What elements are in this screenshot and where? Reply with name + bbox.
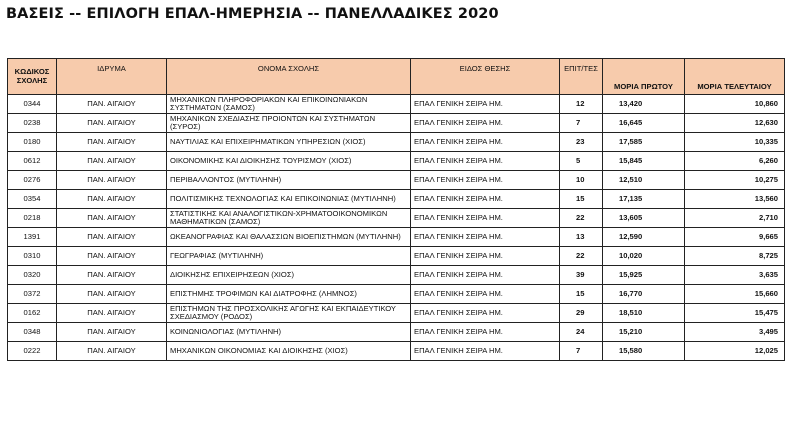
cell-last-score: 10,275	[685, 171, 785, 190]
cell-last-score: 10,860	[685, 95, 785, 114]
cell-type: ΕΠΑΛ ΓΕΝΙΚΗ ΣΕΙΡΑ ΗΜ.	[411, 209, 560, 228]
header-last: ΜΟΡΙΑ ΤΕΛΕΥΤΑΙΟΥ	[685, 59, 785, 95]
cell-first-score: 16,770	[603, 285, 685, 304]
cell-first-score: 17,585	[603, 133, 685, 152]
cell-code: 0372	[8, 285, 57, 304]
cell-school: ΜΗΧΑΝΙΚΩΝ ΟΙΚΟΝΟΜΙΑΣ ΚΑΙ ΔΙΟΙΚΗΣΗΣ (ΧΙΟΣ)	[167, 342, 411, 361]
cell-school: ΠΕΡΙΒΑΛΛΟΝΤΟΣ (ΜΥΤΙΛΗΝΗ)	[167, 171, 411, 190]
cell-code: 0612	[8, 152, 57, 171]
cell-type: ΕΠΑΛ ΓΕΝΙΚΗ ΣΕΙΡΑ ΗΜ.	[411, 152, 560, 171]
cell-code: 0180	[8, 133, 57, 152]
cell-school: ΕΠΙΣΤΗΜΗΣ ΤΡΟΦΙΜΩΝ ΚΑΙ ΔΙΑΤΡΟΦΗΣ (ΛΗΜΝΟΣ)	[167, 285, 411, 304]
cell-seats: 24	[560, 323, 603, 342]
cell-code: 1391	[8, 228, 57, 247]
cell-seats: 15	[560, 190, 603, 209]
cell-type: ΕΠΑΛ ΓΕΝΙΚΗ ΣΕΙΡΑ ΗΜ.	[411, 304, 560, 323]
cell-last-score: 15,660	[685, 285, 785, 304]
cell-seats: 15	[560, 285, 603, 304]
cell-last-score: 9,665	[685, 228, 785, 247]
cell-institution: ΠΑΝ. ΑΙΓΑΙΟΥ	[57, 133, 167, 152]
cell-institution: ΠΑΝ. ΑΙΓΑΙΟΥ	[57, 190, 167, 209]
table-row	[8, 114, 785, 133]
cell-code: 0218	[8, 209, 57, 228]
results-table	[7, 58, 785, 361]
cell-institution: ΠΑΝ. ΑΙΓΑΙΟΥ	[57, 171, 167, 190]
cell-institution: ΠΑΝ. ΑΙΓΑΙΟΥ	[57, 152, 167, 171]
table-row	[8, 266, 785, 285]
cell-institution: ΠΑΝ. ΑΙΓΑΙΟΥ	[57, 304, 167, 323]
cell-code: 0222	[8, 342, 57, 361]
cell-institution: ΠΑΝ. ΑΙΓΑΙΟΥ	[57, 228, 167, 247]
cell-last-score: 3,635	[685, 266, 785, 285]
cell-school: ΓΕΩΓΡΑΦΙΑΣ (ΜΥΤΙΛΗΝΗ)	[167, 247, 411, 266]
cell-code: 0162	[8, 304, 57, 323]
cell-institution: ΠΑΝ. ΑΙΓΑΙΟΥ	[57, 323, 167, 342]
cell-first-score: 13,605	[603, 209, 685, 228]
cell-first-score: 15,845	[603, 152, 685, 171]
cell-type: ΕΠΑΛ ΓΕΝΙΚΗ ΣΕΙΡΑ ΗΜ.	[411, 323, 560, 342]
cell-first-score: 13,420	[603, 95, 685, 114]
cell-first-score: 17,135	[603, 190, 685, 209]
cell-last-score: 12,630	[685, 114, 785, 133]
table-row	[8, 209, 785, 228]
cell-code: 0354	[8, 190, 57, 209]
table-header-row	[8, 59, 785, 95]
cell-code: 0344	[8, 95, 57, 114]
cell-code: 0310	[8, 247, 57, 266]
cell-seats: 29	[560, 304, 603, 323]
cell-last-score: 15,475	[685, 304, 785, 323]
cell-first-score: 16,645	[603, 114, 685, 133]
cell-type: ΕΠΑΛ ΓΕΝΙΚΗ ΣΕΙΡΑ ΗΜ.	[411, 247, 560, 266]
cell-code: 0238	[8, 114, 57, 133]
cell-type: ΕΠΑΛ ΓΕΝΙΚΗ ΣΕΙΡΑ ΗΜ.	[411, 285, 560, 304]
cell-seats: 22	[560, 209, 603, 228]
cell-last-score: 6,260	[685, 152, 785, 171]
cell-institution: ΠΑΝ. ΑΙΓΑΙΟΥ	[57, 285, 167, 304]
cell-institution: ΠΑΝ. ΑΙΓΑΙΟΥ	[57, 247, 167, 266]
cell-first-score: 10,020	[603, 247, 685, 266]
page-title: ΒΑΣΕΙΣ -- ΕΠΙΛΟΓΗ ΕΠΑΛ-ΗΜΕΡΗΣΙΑ -- ΠΑΝΕΛΛΑΔΙΚΕΣ 2020	[6, 6, 499, 22]
table-row	[8, 171, 785, 190]
table-body	[8, 95, 785, 361]
table-row	[8, 285, 785, 304]
cell-first-score: 18,510	[603, 304, 685, 323]
header-school: ΟΝΟΜΑ ΣΧΟΛΗΣ	[167, 59, 411, 95]
cell-last-score: 8,725	[685, 247, 785, 266]
cell-code: 0320	[8, 266, 57, 285]
cell-seats: 10	[560, 171, 603, 190]
table-row	[8, 190, 785, 209]
table-row	[8, 342, 785, 361]
cell-institution: ΠΑΝ. ΑΙΓΑΙΟΥ	[57, 114, 167, 133]
cell-last-score: 3,495	[685, 323, 785, 342]
cell-school: ΝΑΥΤΙΛΙΑΣ ΚΑΙ ΕΠΙΧΕΙΡΗΜΑΤΙΚΩΝ ΥΠΗΡΕΣΙΩΝ (ΧΙΟΣ)	[167, 133, 411, 152]
cell-school: ΩΚΕΑΝΟΓΡΑΦΙΑΣ ΚΑΙ ΘΑΛΑΣΣΙΩΝ ΒΙΟΕΠΙΣΤΗΜΩΝ (ΜΥΤΙΛΗΝΗ)	[167, 228, 411, 247]
cell-school: ΣΤΑΤΙΣΤΙΚΗΣ ΚΑΙ ΑΝΑΛΟΓΙΣΤΙΚΩΝ-ΧΡΗΜΑΤΟΟΙΚΟΝΟΜΙΚΩΝ ΜΑΘΗΜΑΤΙΚΩΝ (ΣΑΜΟΣ)	[167, 209, 411, 228]
table-row	[8, 228, 785, 247]
cell-first-score: 15,925	[603, 266, 685, 285]
cell-seats: 39	[560, 266, 603, 285]
cell-last-score: 10,335	[685, 133, 785, 152]
cell-first-score: 15,210	[603, 323, 685, 342]
cell-type: ΕΠΑΛ ΓΕΝΙΚΗ ΣΕΙΡΑ ΗΜ.	[411, 114, 560, 133]
cell-institution: ΠΑΝ. ΑΙΓΑΙΟΥ	[57, 342, 167, 361]
cell-school: ΔΙΟΙΚΗΣΗΣ ΕΠΙΧΕΙΡΗΣΕΩΝ (ΧΙΟΣ)	[167, 266, 411, 285]
cell-last-score: 2,710	[685, 209, 785, 228]
cell-school: ΜΗΧΑΝΙΚΩΝ ΠΛΗΡΟΦΟΡΙΑΚΩΝ ΚΑΙ ΕΠΙΚΟΙΝΩΝΙΑΚΩΝ ΣΥΣΤΗΜΑΤΩΝ (ΣΑΜΟΣ)	[167, 95, 411, 114]
cell-first-score: 12,510	[603, 171, 685, 190]
cell-institution: ΠΑΝ. ΑΙΓΑΙΟΥ	[57, 209, 167, 228]
cell-institution: ΠΑΝ. ΑΙΓΑΙΟΥ	[57, 95, 167, 114]
cell-institution: ΠΑΝ. ΑΙΓΑΙΟΥ	[57, 266, 167, 285]
cell-seats: 23	[560, 133, 603, 152]
cell-type: ΕΠΑΛ ΓΕΝΙΚΗ ΣΕΙΡΑ ΗΜ.	[411, 342, 560, 361]
cell-last-score: 13,560	[685, 190, 785, 209]
cell-seats: 12	[560, 95, 603, 114]
cell-school: ΠΟΛΙΤΙΣΜΙΚΗΣ ΤΕΧΝΟΛΟΓΙΑΣ ΚΑΙ ΕΠΙΚΟΙΝΩΝΙΑΣ (ΜΥΤΙΛΗΝΗ)	[167, 190, 411, 209]
header-type: ΕΙΔΟΣ ΘΕΣΗΣ	[411, 59, 560, 95]
cell-code: 0276	[8, 171, 57, 190]
cell-seats: 13	[560, 228, 603, 247]
cell-seats: 7	[560, 342, 603, 361]
cell-last-score: 12,025	[685, 342, 785, 361]
header-first: ΜΟΡΙΑ ΠΡΩΤΟΥ	[603, 59, 685, 95]
cell-type: ΕΠΑΛ ΓΕΝΙΚΗ ΣΕΙΡΑ ΗΜ.	[411, 266, 560, 285]
table-row	[8, 247, 785, 266]
cell-type: ΕΠΑΛ ΓΕΝΙΚΗ ΣΕΙΡΑ ΗΜ.	[411, 95, 560, 114]
cell-school: ΟΙΚΟΝΟΜΙΚΗΣ ΚΑΙ ΔΙΟΙΚΗΣΗΣ ΤΟΥΡΙΣΜΟΥ (ΧΙΟΣ)	[167, 152, 411, 171]
cell-code: 0348	[8, 323, 57, 342]
table-row	[8, 133, 785, 152]
cell-type: ΕΠΑΛ ΓΕΝΙΚΗ ΣΕΙΡΑ ΗΜ.	[411, 190, 560, 209]
header-institution: ΙΔΡΥΜΑ	[57, 59, 167, 95]
cell-type: ΕΠΑΛ ΓΕΝΙΚΗ ΣΕΙΡΑ ΗΜ.	[411, 228, 560, 247]
table-row	[8, 95, 785, 114]
cell-school: ΚΟΙΝΩΝΙΟΛΟΓΙΑΣ (ΜΥΤΙΛΗΝΗ)	[167, 323, 411, 342]
cell-type: ΕΠΑΛ ΓΕΝΙΚΗ ΣΕΙΡΑ ΗΜ.	[411, 133, 560, 152]
cell-seats: 5	[560, 152, 603, 171]
cell-school: ΕΠΙΣΤΗΜΩΝ ΤΗΣ ΠΡΟΣΧΟΛΙΚΗΣ ΑΓΩΓΗΣ ΚΑΙ ΕΚΠΑΙΔΕΥΤΙΚΟΥ ΣΧΕΔΙΑΣΜΟΥ (ΡΟΔΟΣ)	[167, 304, 411, 323]
table-row	[8, 323, 785, 342]
cell-type: ΕΠΑΛ ΓΕΝΙΚΗ ΣΕΙΡΑ ΗΜ.	[411, 171, 560, 190]
cell-first-score: 15,580	[603, 342, 685, 361]
cell-school: ΜΗΧΑΝΙΚΩΝ ΣΧΕΔΙΑΣΗΣ ΠΡΟΙΟΝΤΩΝ ΚΑΙ ΣΥΣΤΗΜΑΤΩΝ (ΣΥΡΟΣ)	[167, 114, 411, 133]
cell-first-score: 12,590	[603, 228, 685, 247]
table-row	[8, 304, 785, 323]
header-code: ΚΩΔΙΚΟΣ ΣΧΟΛΗΣ	[8, 59, 57, 95]
cell-seats: 7	[560, 114, 603, 133]
cell-seats: 22	[560, 247, 603, 266]
header-seats: ΕΠΙΤ/ΤΕΣ	[560, 59, 603, 95]
table-row	[8, 152, 785, 171]
